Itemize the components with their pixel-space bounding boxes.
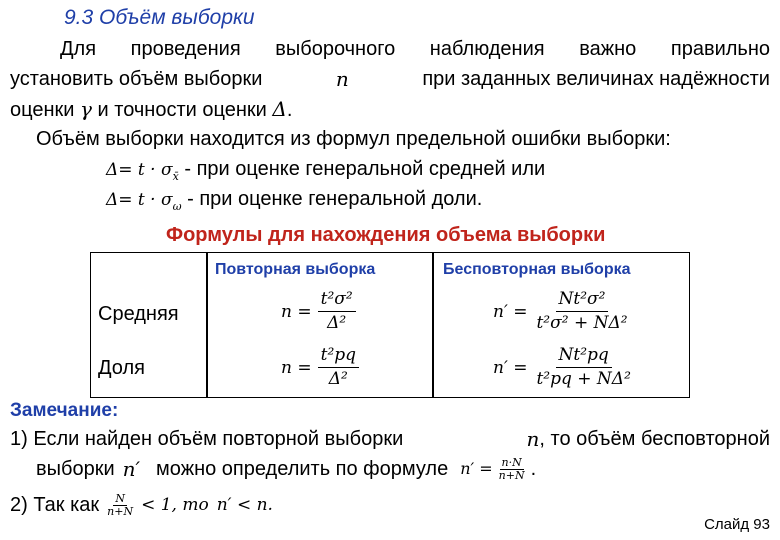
formula-share-nonrepeat (493, 345, 634, 390)
note-p2-a: 2) Так как (10, 494, 100, 516)
note-p2-fraction (105, 493, 135, 518)
formula-mean-lhs: Δ= t · σ (106, 160, 173, 180)
numerator: t²pq (318, 345, 359, 368)
numerator: n·N (501, 455, 522, 469)
note-heading: Замечание: (10, 400, 119, 421)
note-p1-formula-lhs: n′ = (460, 459, 493, 478)
intro-line-4: Объём выборки находится из формул предельной ошибки выборки: (36, 128, 671, 150)
formula-table (90, 252, 690, 398)
note-p1-n: n (526, 427, 540, 451)
fraction (533, 289, 630, 334)
formula-share-repeat (281, 345, 359, 390)
note-point-1-line-2 (36, 454, 536, 484)
numerator: N (115, 491, 125, 505)
intro-line-3-c: . (286, 99, 293, 121)
delta-symbol: Δ (272, 97, 287, 121)
formula-share-nonrepeat-lhs: n′ = (493, 357, 528, 378)
formula-mean-sub: x̄ (172, 170, 179, 183)
fraction (533, 345, 633, 390)
col-header-repeat: Повторная выборка (215, 261, 376, 278)
intro-line-2-a: установить объём выборки (10, 68, 263, 90)
note-p1-a: 1) Если найден объём повторной выборки (10, 428, 404, 450)
denominator: n+N (498, 468, 525, 482)
numerator: Nt²pq (556, 345, 612, 368)
denominator: t²σ² + NΔ² (536, 313, 628, 333)
note-p2-b: < 1, то (141, 495, 209, 515)
fraction (318, 289, 356, 334)
note-p1-end: . (530, 458, 537, 480)
formula-share-error (106, 184, 482, 222)
denominator: t²pq + NΔ² (536, 369, 631, 389)
slide-number: Слайд 93 (704, 516, 770, 533)
formula-mean-nonrepeat (493, 289, 631, 334)
formula-mean-repeat-lhs: n = (281, 301, 312, 322)
formula-share-sub: ω (172, 200, 182, 213)
intro-line-3-a: оценки (10, 99, 75, 121)
denominator: Δ² (327, 313, 347, 333)
intro-line-3-b: и точности оценки (97, 99, 267, 121)
numerator: t²σ² (318, 289, 356, 312)
col-header-nonrepeat: Бесповторная выборка (443, 261, 631, 278)
intro-line-1: Для проведения выборочного наблюдения важно правильно (60, 38, 770, 60)
formula-mean-repeat (281, 289, 356, 334)
note-p1-fraction (497, 457, 527, 482)
fraction (318, 345, 359, 390)
note-p1-c: выборки (36, 458, 115, 480)
intro-line-3 (10, 94, 292, 125)
formula-mean-nonrepeat-lhs: n′ = (493, 301, 528, 322)
formula-mean-text: - при оценке генеральной средней или (184, 158, 546, 180)
note-p1-b: , то объём бесповторной (539, 428, 770, 450)
intro-line-2 (10, 64, 770, 94)
table-heading: Формулы для нахождения объема выборки (166, 224, 606, 246)
note-p2-c: n′ < n. (216, 495, 273, 515)
sample-size-symbol: n (335, 67, 349, 91)
gamma-symbol: γ (80, 97, 92, 121)
row-label-share: Доля (98, 357, 145, 379)
table-divider-1 (206, 253, 208, 397)
table-divider-2 (432, 253, 434, 397)
formula-share-text: - при оценке генеральной доли. (187, 188, 483, 210)
note-p1-d: можно определить по формуле (156, 458, 449, 480)
formula-share-lhs: Δ= t · σ (106, 190, 173, 210)
note-point-1-line-1 (10, 424, 770, 454)
note-point-2 (10, 490, 273, 520)
slide-title: 9.3 Объём выборки (64, 6, 255, 29)
formula-share-repeat-lhs: n = (281, 357, 312, 378)
intro-line-2-b: при заданных величинах надёжности (422, 68, 770, 90)
denominator: n+N (107, 504, 134, 518)
note-p1-nprime: n′ (122, 457, 141, 481)
denominator: Δ² (328, 369, 348, 389)
numerator: Nt²σ² (556, 289, 609, 312)
row-label-mean: Средняя (98, 303, 179, 325)
